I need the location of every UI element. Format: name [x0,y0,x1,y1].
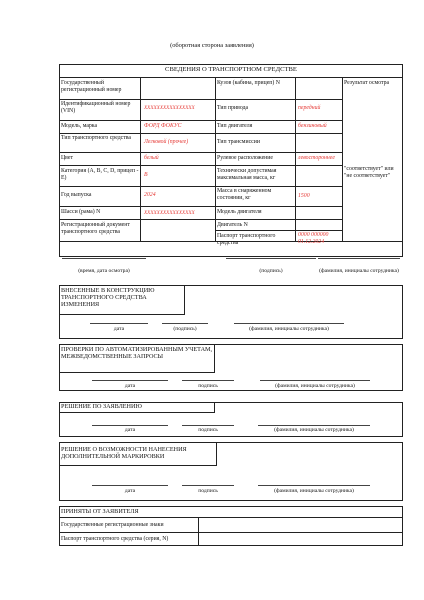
marking-date-caption: дата [124,488,136,494]
value-passport-number: 0000 000000 [298,232,329,238]
value-curb-mass: 1500 [298,193,310,199]
caption-inspection-signature: (подпись) [259,268,283,274]
accepted-row-passport: Паспорт транспортного средства (серия, N) [61,536,169,542]
label-transmission: Тип трансмиссии [217,139,260,145]
label-vehicle-type: Тип транспортного средства [61,135,131,141]
label-passport: Паспорт транспортного средства [217,233,276,246]
value-color: белый [144,155,159,161]
label-color: Цвет [61,155,73,161]
label-engine-model: Модель двигателя [217,209,262,215]
checks-title: ПРОВЕРКИ ПО АВТОМАТИЗИРОВАННЫМ УЧЕТАМ, МЕЖВЕДОМСТВЕННЫЕ ЗАПРОСЫ [61,346,213,360]
checks-signature-caption: подпись [198,383,218,389]
label-reg-doc: Регистрационный документ транспортного средства [61,222,130,235]
value-vin: XXXXXXXXXXXXXXXX [144,105,195,111]
label-steering: Рулевое расположение [217,155,273,161]
checks-officer-caption: (фамилия, инициалы сотрудника) [275,383,355,389]
caption-inspection-time: (время, дата осмотра) [78,268,130,274]
label-category: Категория (А, В, С, D, прицеп - Е) [61,168,139,181]
checks-date-caption: дата [124,383,136,389]
label-engine-type: Тип двигателя [217,123,253,129]
value-passport-date: 01.12.2024 [298,239,325,245]
value-vehicle-type: Легковой (прочее) [144,139,189,145]
decision-title: РЕШЕНИЕ ПО ЗАЯВЛЕНИЮ [61,403,142,410]
value-model: ФОРД ФОКУС [144,123,182,129]
reverse-side-caption: (оборотная сторона заявления) [170,42,254,49]
changes-title: ВНЕСЕННЫЕ В КОНСТРУКЦИЮ ТРАНСПОРТНОГО СРЕДСТВА ИЗМЕНЕНИЯ [61,287,155,308]
value-inspection-result: "соответствует" или "не соответствует" [344,166,394,179]
label-year: Год выпуска [61,192,92,198]
marking-signature-caption: подпись [198,488,218,494]
label-model: Модель, марка [61,123,98,129]
label-inspection-result: Результат осмотра [344,80,390,86]
marking-title: РЕШЕНИЕ О ВОЗМОЖНОСТИ НАНЕСЕНИЯ ДОПОЛНИТЕЛЬНОЙ МАРКИРОВКИ [61,446,187,460]
label-state-number: Государственный регистрационный номер [61,80,122,93]
value-steering: левостороннее [298,155,335,161]
label-curb-mass: Масса в снаряженном состоянии, кг [217,188,272,201]
label-chassis: Шасси (рама) N [61,209,101,215]
decision-date-caption: дата [124,427,136,433]
label-vin: Идентификационный номер (VIN) [61,101,131,114]
decision-officer-caption: (фамилия, инициалы сотрудника) [274,427,354,433]
marking-officer-caption: (фамилия, инициалы сотрудника) [274,488,354,494]
changes-date-caption: дата [113,326,125,332]
label-drive: Тип привода [217,105,249,111]
accepted-title: ПРИНЯТЫ ОТ ЗАЯВИТЕЛЯ [61,508,139,515]
value-category: В [144,172,148,178]
value-engine-type: бензиновый [298,123,327,129]
label-engine-no: Двигатель N [217,222,248,228]
label-body: Кузов (кабина, прицеп) N [217,80,280,86]
accepted-row-plates: Государственные регистрационные знаки [61,522,164,528]
caption-inspection-officer: (фамилия, инициалы сотрудника) [319,268,399,274]
changes-signature-caption: (подпись) [173,326,197,332]
changes-officer-caption: (фамилия, инициалы сотрудника) [249,326,329,332]
value-chassis: XXXXXXXXXXXXXXXX [144,210,195,216]
value-drive: передний [298,105,321,111]
label-max-mass: Технически допустимая максимальная масса, кг [217,168,277,181]
decision-signature-caption: подпись [198,427,218,433]
value-year: 2024 [144,192,156,198]
vehicle-section-title: СВЕДЕНИЯ О ТРАНСПОРТНОМ СРЕДСТВЕ [165,66,297,73]
